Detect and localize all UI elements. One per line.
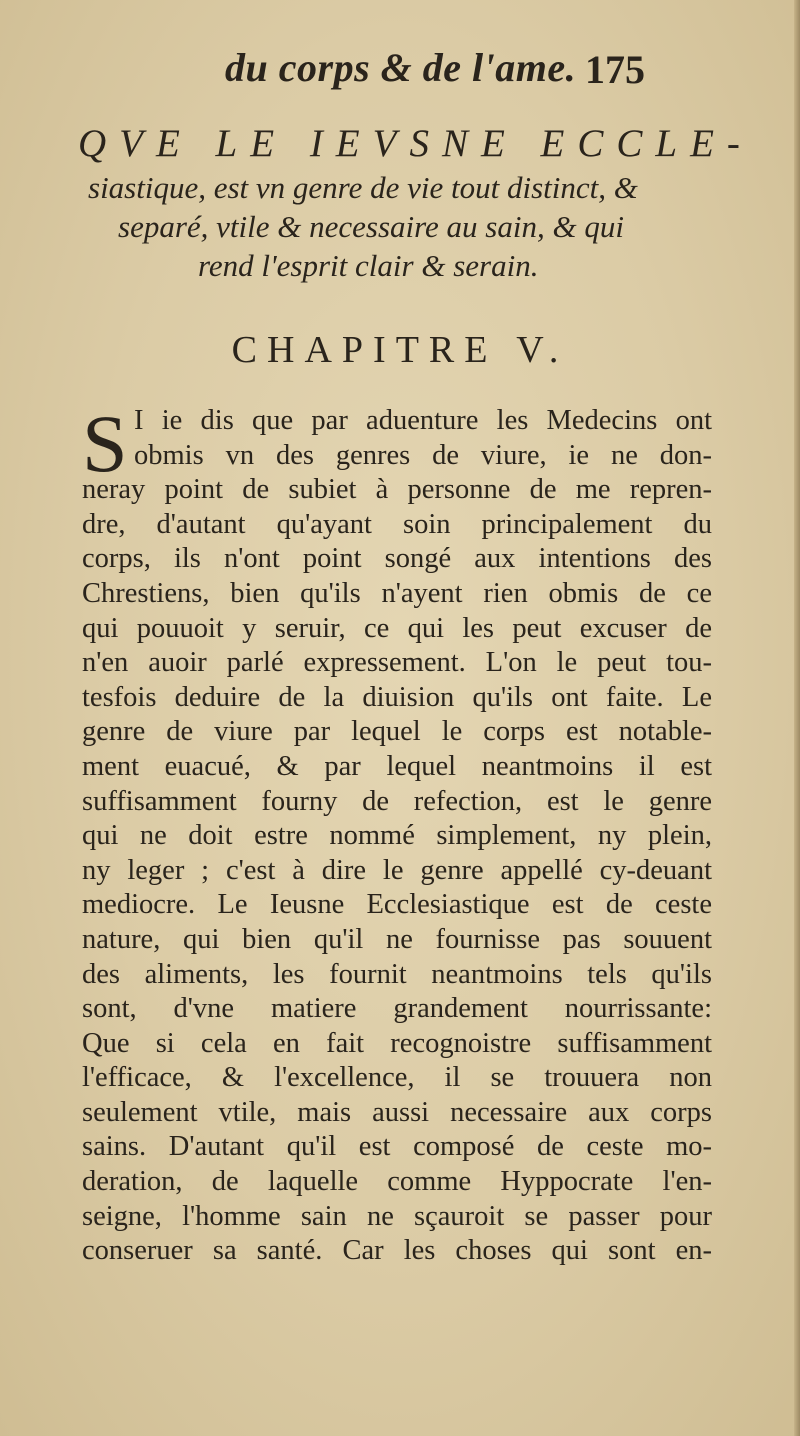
text-line: corps, ils n'ont point songé aux intentions des bbox=[82, 543, 712, 575]
drop-cap: S bbox=[82, 398, 128, 489]
heading-line: rend l'esprit clair & serain. bbox=[198, 248, 539, 283]
text-line: Que si cela en fait recognoistre suffisamment bbox=[82, 1027, 712, 1059]
text-line: I ie dis que par aduenture les Medecins ont bbox=[134, 405, 712, 436]
text-line: genre de viure par lequel le corps est notable- bbox=[82, 716, 712, 748]
text-line: dre, d'autant qu'ayant soin principalement du bbox=[82, 508, 712, 540]
text-line: obmis vn des genres de viure, ie ne don- bbox=[134, 439, 712, 471]
running-head-title: du corps & de l'ame. bbox=[225, 45, 577, 90]
heading-line: siastique, est vn genre de vie tout distinct, & bbox=[88, 170, 638, 205]
text-line: tesfois deduire de la diuision qu'ils ont faite. Le bbox=[82, 681, 712, 713]
text-line: ment euacué, & par lequel neantmoins il est bbox=[82, 750, 712, 782]
chapter-number: CHAPITRE V. bbox=[231, 329, 569, 371]
text-line: qui pouuoit y seruir, ce qui les peut excuser de bbox=[82, 612, 712, 644]
text-line: deration, de laquelle comme Hyppocrate l'en- bbox=[82, 1166, 712, 1198]
text-line: seulement vtile, mais aussi necessaire aux corps bbox=[82, 1096, 712, 1128]
chapter-heading bbox=[78, 120, 753, 285]
text-line: n'en auoir parlé expressement. L'on le peut tou- bbox=[82, 647, 712, 679]
page-gutter-shadow bbox=[794, 0, 800, 1436]
page-number: 175 bbox=[585, 47, 645, 92]
heading-line: QVE LE IEVSNE ECCLE- bbox=[78, 122, 753, 165]
text-line: Chrestiens, bien qu'ils n'ayent rien obmis de ce bbox=[82, 577, 712, 609]
text-line: conseruer sa santé. Car les choses qui sont en- bbox=[82, 1235, 712, 1267]
text-line: ny leger ; c'est à dire le genre appellé cy-deuant bbox=[82, 854, 712, 886]
text-line: neray point de subiet à personne de me repren- bbox=[82, 474, 712, 506]
text-line: seigne, l'homme sain ne sçauroit se passer pour bbox=[82, 1200, 712, 1232]
text-line: suffisamment fourny de refection, est le genre bbox=[82, 785, 712, 817]
text-line: sains. D'autant qu'il est composé de ceste mo- bbox=[82, 1131, 712, 1163]
text-line: des aliments, les fournit neantmoins tels qu'ils bbox=[82, 958, 712, 990]
text-line: mediocre. Le Ieusne Ecclesiastique est de ceste bbox=[82, 889, 712, 921]
heading-line: separé, vtile & necessaire au sain, & qui bbox=[118, 209, 624, 244]
text-line: l'efficace, & l'excellence, il se trouuera non bbox=[82, 1062, 712, 1094]
body-text bbox=[82, 398, 712, 1269]
running-head bbox=[225, 40, 645, 100]
text-line: sont, d'vne matiere grandement nourrissante: bbox=[82, 993, 712, 1025]
text-line: nature, qui bien qu'il ne fournisse pas souuent bbox=[82, 923, 712, 955]
text-line: qui ne doit estre nommé simplement, ny plein, bbox=[82, 820, 712, 852]
